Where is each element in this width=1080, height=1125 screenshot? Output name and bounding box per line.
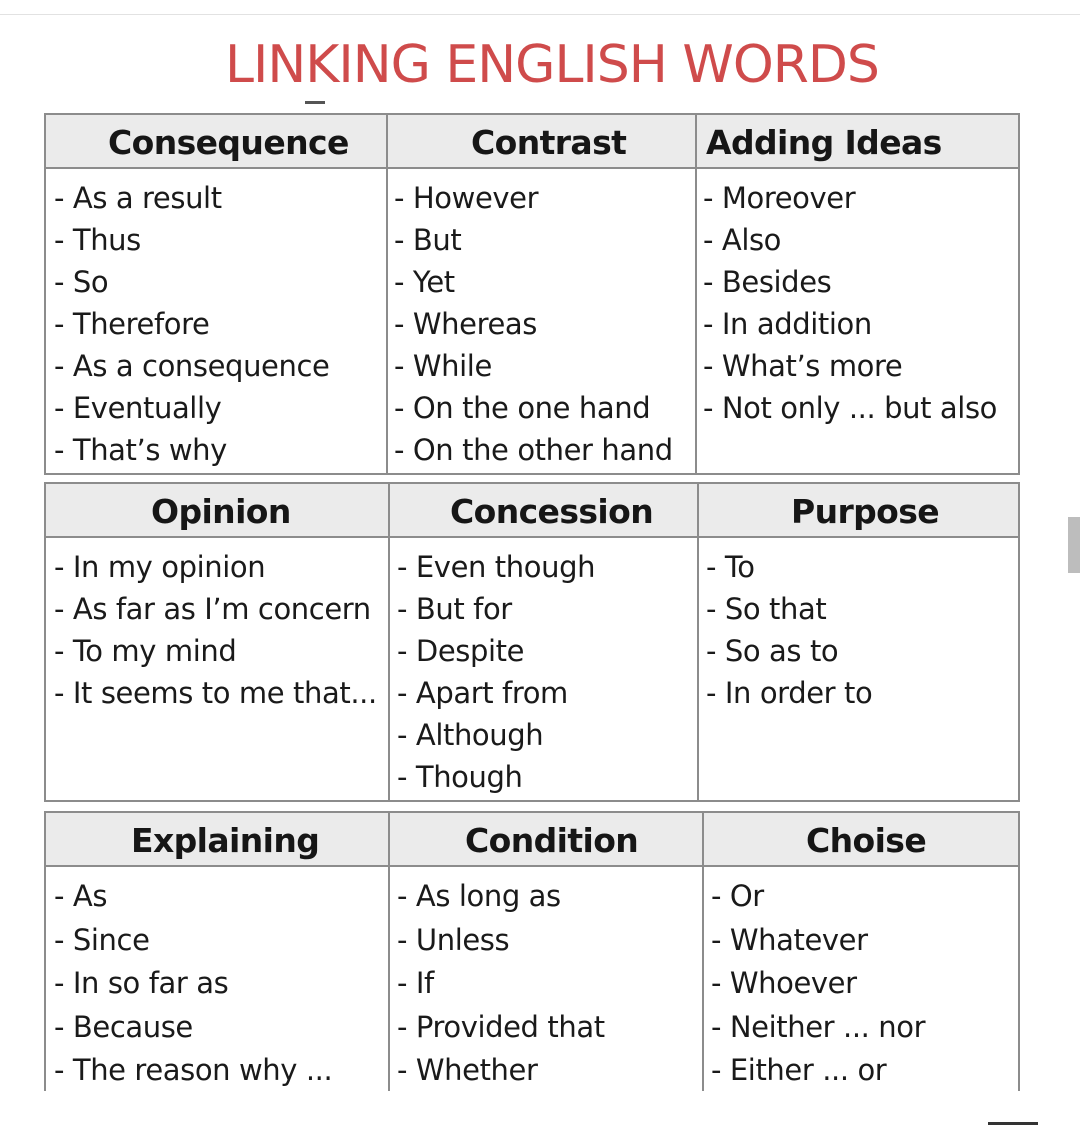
purpose-list [706,546,872,714]
list-item: - Apart from [397,676,568,710]
top-divider [0,14,1080,15]
header-adding-ideas: Adding Ideas [706,123,942,162]
list-item: - Whereas [394,307,537,341]
list-item: - So that [706,592,827,626]
list-item: - Provided that [397,1009,605,1044]
column-divider [388,813,390,1091]
list-item: - As a result [54,181,222,215]
header-row [46,484,1018,538]
list-item: - Whether [397,1053,538,1087]
list-item: - As long as [397,879,561,913]
list-item: - Neither ... nor [711,1009,926,1044]
opinion-list [54,546,377,714]
list-item: - Thus [54,223,141,257]
section-opinion-concession-purpose [44,482,1020,802]
list-item: - Although [397,718,544,752]
list-item: - As a consequence [54,349,330,383]
list-item: - Also [703,223,782,257]
consequence-list [54,177,329,471]
list-item: - Either ... or [711,1053,887,1087]
list-item: - Eventually [54,391,222,425]
header-contrast: Contrast [471,123,627,162]
list-item: - In order to [706,676,873,710]
list-item: - Moreover [703,181,856,215]
list-item: - The reason why ... [54,1053,333,1087]
list-item: - So as to [706,634,839,668]
list-item: - Not only ... but also [703,391,997,425]
column-divider [695,115,697,473]
list-item: - In addition [703,307,872,341]
list-item: - Because [54,1009,193,1044]
list-item: - To my mind [54,634,237,668]
list-item: - It seems to me that... [54,676,377,710]
header-purpose: Purpose [791,492,940,531]
title-underline-mark [305,101,325,104]
section-consequence-contrast-adding [44,113,1020,475]
explaining-list [54,875,332,1093]
list-item: - So [54,265,109,299]
list-item: - To [706,550,755,584]
list-item: - That’s why [54,433,227,467]
list-item: - But [394,223,462,257]
list-item: - As [54,879,108,913]
list-item: - While [394,349,492,383]
column-divider [702,813,704,1091]
scroll-tab [1068,517,1080,573]
choise-list [711,875,925,1093]
column-divider [697,484,699,800]
list-item: - Whoever [711,966,857,1000]
list-item: - Besides [703,265,832,299]
header-explaining: Explaining [131,821,320,860]
column-divider [388,484,390,800]
list-item: - Therefore [54,307,210,341]
header-concession: Concession [450,492,654,531]
condition-list [397,875,605,1093]
list-item: - What’s more [703,349,903,383]
header-row [46,115,1018,169]
list-item: - However [394,181,539,215]
column-divider [386,115,388,473]
list-item: - Whatever [711,922,868,957]
header-row [46,813,1018,867]
list-item: - Unless [397,922,510,957]
list-item: - Since [54,922,150,957]
list-item: - As far as I’m concern [54,592,371,626]
header-consequence: Consequence [108,123,349,162]
list-item: - But for [397,592,512,626]
adding-ideas-list [703,177,997,429]
page-title: LINKING ENGLISH WORDS [225,35,879,95]
list-item: - Yet [394,265,455,299]
list-item: - Though [397,760,523,794]
list-item: - On the other hand [394,433,673,467]
section-explaining-condition-choise [44,811,1020,1091]
header-condition: Condition [465,821,639,860]
header-choise: Choise [806,821,927,860]
list-item: - Or [711,879,764,913]
list-item: - In so far as [54,966,229,1000]
list-item: - If [397,966,434,1000]
list-item: - On the one hand [394,391,651,425]
list-item: - Despite [397,634,525,668]
header-opinion: Opinion [151,492,291,531]
contrast-list [394,177,673,471]
list-item: - Even though [397,550,596,584]
concession-list [397,546,595,798]
list-item: - In my opinion [54,550,266,584]
